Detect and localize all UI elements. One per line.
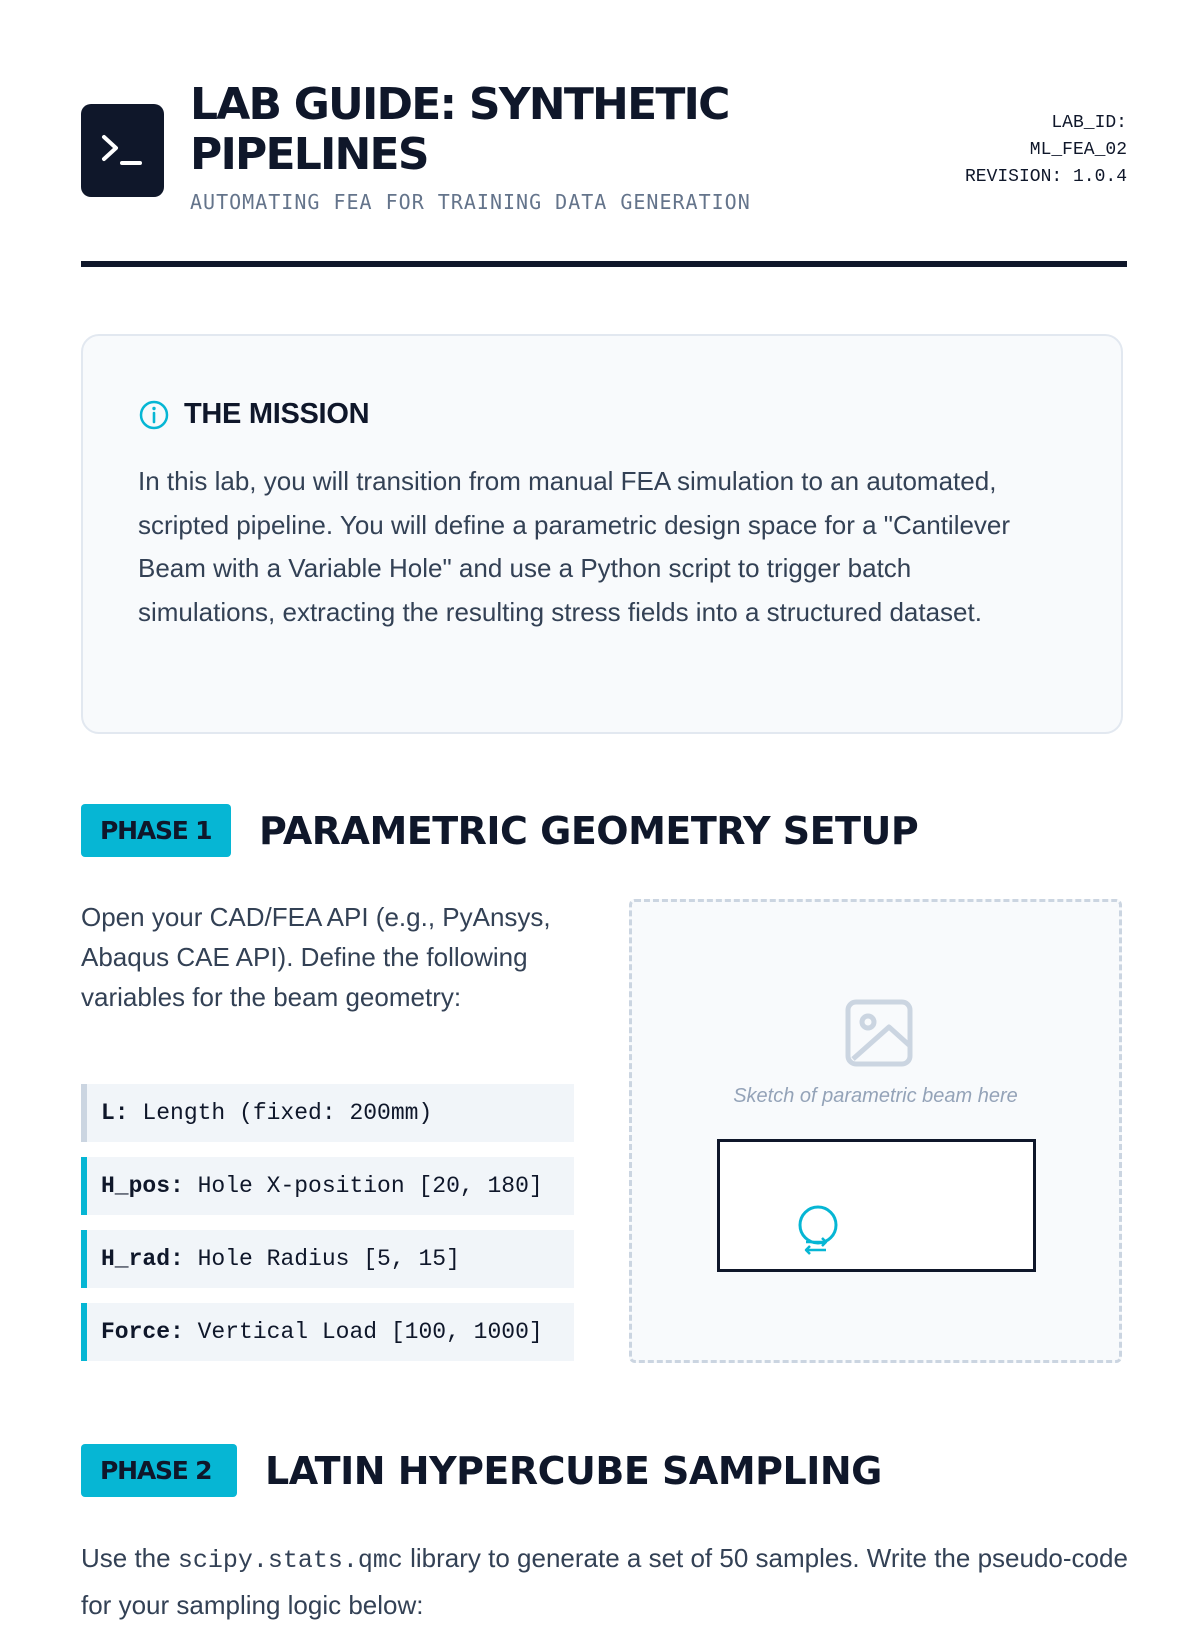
variable-item: [81, 1084, 574, 1142]
logo: [81, 104, 164, 197]
phase-2-heading: [81, 1444, 882, 1497]
variable-list: [81, 1084, 574, 1376]
mission-heading: [138, 398, 369, 431]
lab-id-label: LAB_ID:: [1051, 113, 1127, 133]
phase-1-badge: PHASE 1: [81, 804, 231, 857]
phase-1-heading: [81, 804, 918, 857]
hole-rotation-icon: [796, 1205, 842, 1263]
variable-desc: Hole Radius [5, 15]: [183, 1246, 460, 1272]
lab-id-value: ML_FEA_02: [1029, 140, 1127, 160]
variable-item: [81, 1157, 574, 1215]
page-title: LAB GUIDE: SYNTHETIC PIPELINES: [190, 79, 729, 180]
variable-key: H_pos:: [101, 1173, 184, 1199]
variable-key: Force:: [101, 1319, 184, 1345]
variable-item: [81, 1230, 574, 1288]
phase-1-intro: Open your CAD/FEA API (e.g., PyAnsys, Abaqus CAE API). Define the following variables for the beam geometry:: [81, 902, 551, 1012]
phase-2-intro: [81, 1536, 1141, 1627]
mission-body: In this lab, you will transition from manual FEA simulation to an automated, scripted pipeline. You will define a parametric design space for a "Cantilever Beam with a Variable Hole" and use a Python script to trigger batch simulations, extracting the resulting stress fields into a structured dataset.: [138, 466, 1011, 627]
variable-key: L:: [101, 1100, 129, 1126]
lab-meta: [965, 110, 1127, 191]
page-subtitle: AUTOMATING FEA FOR TRAINING DATA GENERATION: [190, 190, 751, 214]
phase-2-text-before: Use the: [81, 1543, 178, 1573]
revision: REVISION: 1.0.4: [964, 167, 1127, 187]
sketch-caption: Sketch of parametric beam here: [733, 1085, 1018, 1107]
header-divider: [81, 261, 1127, 267]
variable-desc: Vertical Load [100, 1000]: [183, 1319, 543, 1345]
sketch-placeholder: [629, 899, 1122, 1363]
document-header: [81, 80, 1127, 270]
variable-desc: Hole X-position [20, 180]: [183, 1173, 543, 1199]
info-icon: [138, 399, 170, 431]
variable-item: [81, 1303, 574, 1361]
terminal-prompt-icon: [100, 131, 146, 171]
phase-2-text-after: library to generate a set of 50 samples. Write the pseudo-code for your sampling logic below:: [81, 1543, 1136, 1620]
phase-2-title: LATIN HYPERCUBE SAMPLING: [265, 1448, 882, 1493]
variable-key: H_rad:: [101, 1246, 184, 1272]
variable-desc: Length (fixed: 200mm): [128, 1100, 433, 1126]
beam-sketch: [717, 1139, 1036, 1272]
mission-callout: [81, 334, 1123, 734]
mission-title: THE MISSION: [184, 398, 370, 430]
phase-1-title: PARAMETRIC GEOMETRY SETUP: [259, 808, 919, 853]
image-placeholder-icon: [845, 999, 913, 1067]
phase-2-badge: PHASE 2: [81, 1444, 237, 1497]
inline-code: scipy.stats.qmc: [177, 1546, 403, 1575]
